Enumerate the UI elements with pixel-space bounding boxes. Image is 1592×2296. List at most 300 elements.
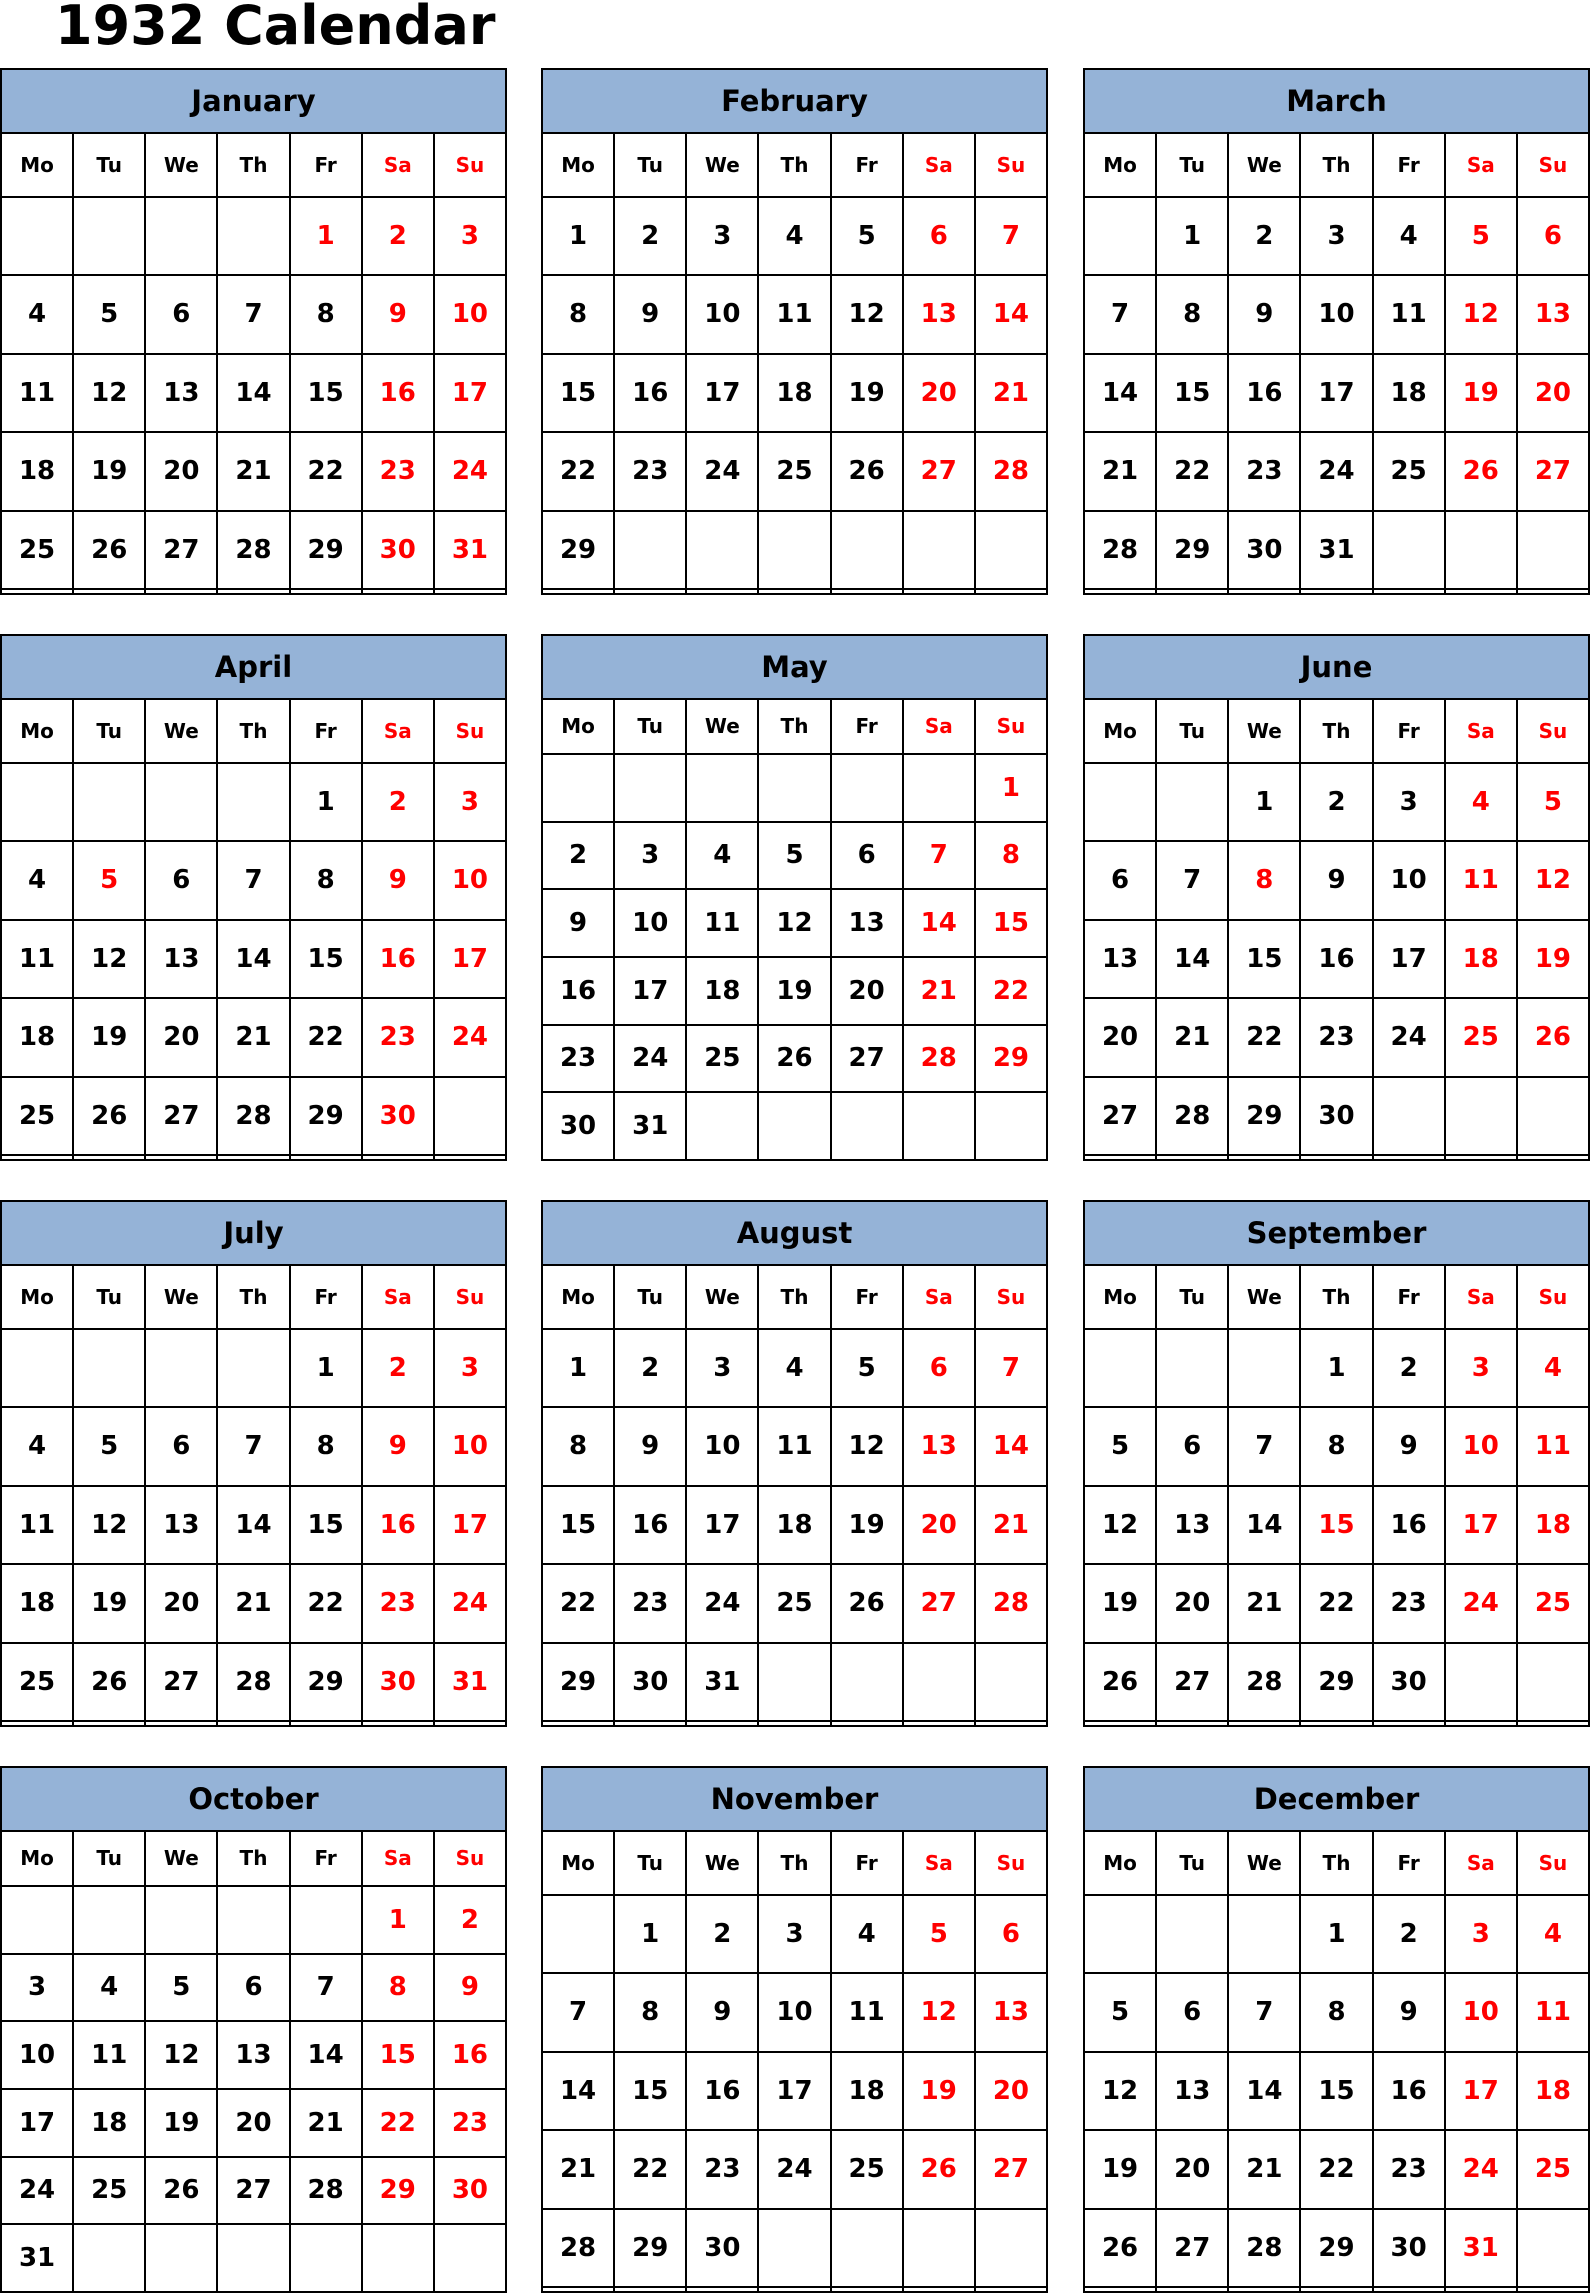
day-cell: 19 (1445, 354, 1517, 432)
day-cell: 26 (831, 432, 903, 510)
day-cell (614, 589, 686, 594)
weekday-label: Th (217, 1265, 289, 1329)
day-cell: 28 (542, 2209, 614, 2287)
week-row (542, 1486, 1047, 1564)
weekday-label: We (145, 699, 217, 763)
day-cell: 16 (434, 2021, 506, 2089)
day-cell: 19 (73, 1564, 145, 1642)
day-cell: 18 (758, 354, 830, 432)
weekday-header-row (1084, 699, 1589, 763)
day-cell: 16 (542, 957, 614, 1025)
day-cell (975, 1721, 1047, 1726)
day-cell (145, 589, 217, 594)
day-cell: 4 (686, 822, 758, 890)
day-cell: 12 (831, 275, 903, 353)
day-cell (1228, 589, 1300, 594)
day-cell: 16 (362, 1486, 434, 1564)
day-cell: 6 (1156, 1407, 1228, 1485)
day-cell (542, 754, 614, 822)
day-cell: 30 (1228, 511, 1300, 589)
day-cell (1517, 1643, 1589, 1721)
day-cell (217, 1721, 289, 1726)
day-cell (614, 754, 686, 822)
day-cell: 3 (1445, 1895, 1517, 1973)
day-cell: 16 (614, 354, 686, 432)
day-cell (1156, 1895, 1228, 1973)
day-cell: 18 (1517, 1486, 1589, 1564)
day-cell: 14 (217, 920, 289, 998)
weekday-header-row (1, 699, 506, 763)
weekday-label: Fr (290, 133, 362, 197)
day-cell: 31 (686, 1643, 758, 1721)
day-cell: 15 (1156, 354, 1228, 432)
week-row (542, 2287, 1047, 2292)
day-cell (831, 1643, 903, 1721)
day-cell: 9 (362, 275, 434, 353)
day-cell: 30 (686, 2209, 758, 2287)
day-cell: 18 (1, 432, 73, 510)
day-cell: 17 (686, 354, 758, 432)
weekday-label: We (1228, 1831, 1300, 1895)
weekday-label: Su (434, 699, 506, 763)
week-row (1084, 432, 1589, 510)
weekday-header-row (1084, 1265, 1589, 1329)
day-cell (145, 763, 217, 841)
day-cell: 30 (542, 1092, 614, 1160)
week-row (542, 754, 1047, 822)
day-cell: 25 (1517, 1564, 1589, 1642)
weekday-label: Sa (1445, 1265, 1517, 1329)
day-cell: 29 (542, 1643, 614, 1721)
week-row (1, 841, 506, 919)
week-row (1, 1564, 506, 1642)
day-cell: 26 (73, 1077, 145, 1155)
day-cell: 31 (1, 2224, 73, 2292)
day-cell (1445, 511, 1517, 589)
day-cell: 15 (290, 920, 362, 998)
day-cell: 12 (73, 1486, 145, 1564)
weekday-label: Tu (614, 1831, 686, 1895)
day-cell: 25 (686, 1025, 758, 1093)
day-cell: 15 (362, 2021, 434, 2089)
weekday-label: Tu (73, 1831, 145, 1886)
day-cell: 14 (217, 1486, 289, 1564)
day-cell (831, 754, 903, 822)
weekday-label: Tu (73, 699, 145, 763)
day-cell: 14 (217, 354, 289, 432)
week-row (1, 1077, 506, 1155)
day-cell (362, 589, 434, 594)
day-cell (1156, 1329, 1228, 1407)
weekday-label: Th (217, 133, 289, 197)
day-cell (1084, 589, 1156, 594)
day-cell: 21 (217, 1564, 289, 1642)
weekday-label: Su (1517, 1831, 1589, 1895)
week-row (1, 197, 506, 275)
day-cell: 28 (1228, 1643, 1300, 1721)
day-cell: 24 (1, 2157, 73, 2225)
day-cell (73, 589, 145, 594)
day-cell: 14 (290, 2021, 362, 2089)
day-cell: 10 (434, 1407, 506, 1485)
day-cell: 10 (686, 275, 758, 353)
day-cell (975, 1092, 1047, 1160)
week-row (1084, 2209, 1589, 2287)
day-cell: 9 (1373, 1973, 1445, 2051)
day-cell: 14 (1228, 1486, 1300, 1564)
day-cell: 4 (1, 275, 73, 353)
day-cell: 6 (217, 1954, 289, 2022)
month-name: January (0, 68, 507, 134)
day-cell: 8 (1156, 275, 1228, 353)
day-cell: 17 (614, 957, 686, 1025)
day-cell: 30 (1373, 1643, 1445, 1721)
day-cell: 30 (434, 2157, 506, 2225)
day-cell: 24 (1445, 2130, 1517, 2208)
weekday-label: Mo (542, 1265, 614, 1329)
week-row (1084, 998, 1589, 1076)
week-row (542, 957, 1047, 1025)
day-cell: 13 (1517, 275, 1589, 353)
day-cell: 18 (1445, 920, 1517, 998)
week-row (1084, 841, 1589, 919)
week-row (1084, 589, 1589, 594)
day-cell: 14 (975, 1407, 1047, 1485)
day-cell (1084, 1721, 1156, 1726)
week-row (1084, 1643, 1589, 1721)
day-cell (434, 1077, 506, 1155)
day-cell: 27 (1084, 1077, 1156, 1155)
day-cell: 17 (1373, 920, 1445, 998)
month-days-table (541, 698, 1048, 1161)
day-cell: 27 (1156, 2209, 1228, 2287)
day-cell: 17 (1445, 1486, 1517, 1564)
day-cell: 5 (758, 822, 830, 890)
day-cell: 20 (903, 1486, 975, 1564)
week-row (1084, 920, 1589, 998)
day-cell: 22 (362, 2089, 434, 2157)
weekday-label: Su (975, 133, 1047, 197)
day-cell: 17 (1445, 2052, 1517, 2130)
day-cell: 27 (1156, 1643, 1228, 1721)
day-cell: 30 (1373, 2209, 1445, 2287)
day-cell: 1 (290, 197, 362, 275)
week-row (1, 511, 506, 589)
day-cell: 1 (1300, 1895, 1372, 1973)
day-cell: 23 (362, 432, 434, 510)
day-cell (1300, 589, 1372, 594)
week-row (542, 1973, 1047, 2051)
week-row (542, 1895, 1047, 1973)
day-cell (831, 1092, 903, 1160)
weekday-label: Su (1517, 133, 1589, 197)
day-cell: 5 (73, 1407, 145, 1485)
month-days-table (541, 1830, 1048, 2293)
week-row (1084, 1077, 1589, 1155)
day-cell: 11 (1445, 841, 1517, 919)
week-row (542, 197, 1047, 275)
weekday-label: Th (1300, 1265, 1372, 1329)
day-cell: 4 (1445, 763, 1517, 841)
day-cell: 6 (1156, 1973, 1228, 2051)
day-cell: 7 (217, 841, 289, 919)
weekday-label: Sa (1445, 1831, 1517, 1895)
day-cell: 7 (290, 1954, 362, 2022)
day-cell: 26 (73, 511, 145, 589)
day-cell: 14 (903, 889, 975, 957)
weekday-label: Fr (290, 1265, 362, 1329)
week-row (1, 1407, 506, 1485)
weekday-label: Tu (1156, 1265, 1228, 1329)
day-cell: 23 (1228, 432, 1300, 510)
day-cell: 12 (831, 1407, 903, 1485)
day-cell: 10 (1, 2021, 73, 2089)
weekday-label: Mo (542, 699, 614, 754)
day-cell: 21 (975, 1486, 1047, 1564)
day-cell: 8 (1300, 1407, 1372, 1485)
day-cell: 20 (903, 354, 975, 432)
day-cell: 30 (614, 1643, 686, 1721)
day-cell: 9 (686, 1973, 758, 2051)
day-cell: 25 (831, 2130, 903, 2208)
month-days-table (0, 132, 507, 595)
day-cell (1373, 2287, 1445, 2292)
day-cell: 7 (217, 1407, 289, 1485)
week-row (542, 2130, 1047, 2208)
weekday-label: Th (1300, 1831, 1372, 1895)
day-cell: 5 (903, 1895, 975, 1973)
day-cell: 4 (1, 1407, 73, 1485)
day-cell (758, 1092, 830, 1160)
weekday-label: Tu (614, 699, 686, 754)
day-cell (1228, 2287, 1300, 2292)
day-cell: 2 (614, 1329, 686, 1407)
day-cell: 13 (1156, 1486, 1228, 1564)
day-cell: 24 (686, 432, 758, 510)
week-row (542, 1407, 1047, 1485)
month-october (0, 1766, 507, 2293)
day-cell: 2 (1228, 197, 1300, 275)
month-days-table (1083, 1264, 1590, 1727)
day-cell (1445, 1721, 1517, 1726)
day-cell (290, 2224, 362, 2292)
day-cell (1373, 1077, 1445, 1155)
week-row (1084, 763, 1589, 841)
day-cell: 13 (145, 920, 217, 998)
day-cell: 20 (975, 2052, 1047, 2130)
day-cell: 22 (1300, 1564, 1372, 1642)
day-cell (73, 1886, 145, 1954)
weekday-label: Sa (362, 1831, 434, 1886)
day-cell (903, 1721, 975, 1726)
day-cell: 27 (145, 1643, 217, 1721)
day-cell: 5 (1445, 197, 1517, 275)
day-cell (758, 589, 830, 594)
day-cell: 30 (362, 511, 434, 589)
week-row (1084, 1407, 1589, 1485)
day-cell (1517, 1155, 1589, 1160)
month-february (541, 68, 1048, 595)
day-cell: 11 (758, 275, 830, 353)
day-cell: 8 (1300, 1973, 1372, 2051)
day-cell (1084, 197, 1156, 275)
day-cell: 11 (1, 920, 73, 998)
day-cell: 12 (145, 2021, 217, 2089)
day-cell (1084, 1895, 1156, 1973)
day-cell (434, 1155, 506, 1160)
day-cell (145, 1155, 217, 1160)
day-cell (1517, 511, 1589, 589)
weekday-header-row (1, 1831, 506, 1886)
month-name: July (0, 1200, 507, 1266)
day-cell: 11 (1517, 1407, 1589, 1485)
week-row (1084, 1155, 1589, 1160)
month-days-table (1083, 1830, 1590, 2293)
day-cell (1084, 763, 1156, 841)
day-cell: 21 (1156, 998, 1228, 1076)
day-cell (903, 1092, 975, 1160)
day-cell: 31 (1445, 2209, 1517, 2287)
day-cell: 2 (1300, 763, 1372, 841)
day-cell (758, 2287, 830, 2292)
day-cell: 7 (975, 1329, 1047, 1407)
day-cell: 3 (1, 1954, 73, 2022)
day-cell: 30 (1300, 1077, 1372, 1155)
day-cell: 28 (975, 432, 1047, 510)
day-cell: 16 (362, 920, 434, 998)
week-row (542, 822, 1047, 890)
week-row (1, 1155, 506, 1160)
week-row (1, 1886, 506, 1954)
day-cell: 20 (831, 957, 903, 1025)
month-name: November (541, 1766, 1048, 1832)
day-cell: 12 (1084, 1486, 1156, 1564)
day-cell (1084, 1329, 1156, 1407)
week-row (542, 1564, 1047, 1642)
day-cell: 15 (1228, 920, 1300, 998)
weekday-label: Tu (1156, 699, 1228, 763)
day-cell (1445, 1155, 1517, 1160)
weekday-label: Tu (73, 133, 145, 197)
day-cell: 27 (831, 1025, 903, 1093)
weekday-label: Th (217, 1831, 289, 1886)
weekday-label: Mo (1084, 133, 1156, 197)
day-cell: 13 (1084, 920, 1156, 998)
day-cell (1, 1721, 73, 1726)
day-cell (1445, 1643, 1517, 1721)
day-cell: 26 (758, 1025, 830, 1093)
weekday-label: Th (1300, 699, 1372, 763)
week-row (1084, 1564, 1589, 1642)
day-cell: 30 (362, 1077, 434, 1155)
day-cell: 26 (1084, 1643, 1156, 1721)
day-cell: 8 (614, 1973, 686, 2051)
day-cell: 14 (1228, 2052, 1300, 2130)
day-cell: 31 (1300, 511, 1372, 589)
day-cell: 9 (362, 1407, 434, 1485)
weekday-label: Su (1517, 1265, 1589, 1329)
day-cell: 1 (542, 1329, 614, 1407)
week-row (542, 432, 1047, 510)
weekday-label: Th (758, 1265, 830, 1329)
day-cell: 11 (1, 354, 73, 432)
day-cell: 6 (145, 841, 217, 919)
week-row (1, 2224, 506, 2292)
day-cell: 3 (434, 197, 506, 275)
day-cell (1084, 1155, 1156, 1160)
day-cell: 26 (903, 2130, 975, 2208)
day-cell: 22 (542, 432, 614, 510)
day-cell: 20 (217, 2089, 289, 2157)
day-cell: 25 (1, 511, 73, 589)
day-cell: 28 (217, 511, 289, 589)
day-cell (831, 589, 903, 594)
day-cell: 22 (290, 432, 362, 510)
day-cell: 11 (1517, 1973, 1589, 2051)
day-cell: 7 (1084, 275, 1156, 353)
day-cell: 3 (758, 1895, 830, 1973)
day-cell: 23 (1373, 1564, 1445, 1642)
day-cell: 19 (73, 432, 145, 510)
day-cell: 5 (1084, 1407, 1156, 1485)
day-cell (686, 511, 758, 589)
month-march (1083, 68, 1590, 595)
day-cell: 8 (542, 1407, 614, 1485)
day-cell: 22 (614, 2130, 686, 2208)
day-cell: 28 (1228, 2209, 1300, 2287)
month-name: June (1083, 634, 1590, 700)
day-cell: 4 (1373, 197, 1445, 275)
week-row (1, 998, 506, 1076)
day-cell: 3 (1300, 197, 1372, 275)
day-cell: 20 (145, 998, 217, 1076)
day-cell: 25 (1517, 2130, 1589, 2208)
day-cell: 4 (1, 841, 73, 919)
day-cell: 7 (1228, 1407, 1300, 1485)
day-cell: 13 (903, 1407, 975, 1485)
day-cell (1300, 1155, 1372, 1160)
week-row (1084, 354, 1589, 432)
day-cell: 28 (1084, 511, 1156, 589)
day-cell: 18 (1, 1564, 73, 1642)
week-row (1084, 1973, 1589, 2051)
day-cell: 10 (434, 841, 506, 919)
day-cell (686, 1092, 758, 1160)
day-cell: 1 (1156, 197, 1228, 275)
day-cell: 25 (1373, 432, 1445, 510)
day-cell (1228, 1895, 1300, 1973)
day-cell (434, 589, 506, 594)
day-cell: 23 (614, 432, 686, 510)
day-cell (686, 2287, 758, 2292)
day-cell: 27 (903, 432, 975, 510)
day-cell: 12 (903, 1973, 975, 2051)
day-cell: 24 (758, 2130, 830, 2208)
day-cell: 17 (434, 1486, 506, 1564)
day-cell (1373, 589, 1445, 594)
weekday-header-row (1084, 1831, 1589, 1895)
day-cell (542, 1721, 614, 1726)
weekday-header-row (542, 133, 1047, 197)
day-cell: 15 (1300, 1486, 1372, 1564)
day-cell: 9 (614, 1407, 686, 1485)
day-cell: 21 (975, 354, 1047, 432)
day-cell (434, 1721, 506, 1726)
weekday-label: Th (1300, 133, 1372, 197)
weekday-header-row (1, 1265, 506, 1329)
month-december (1083, 1766, 1590, 2293)
month-days-table (1083, 698, 1590, 1161)
